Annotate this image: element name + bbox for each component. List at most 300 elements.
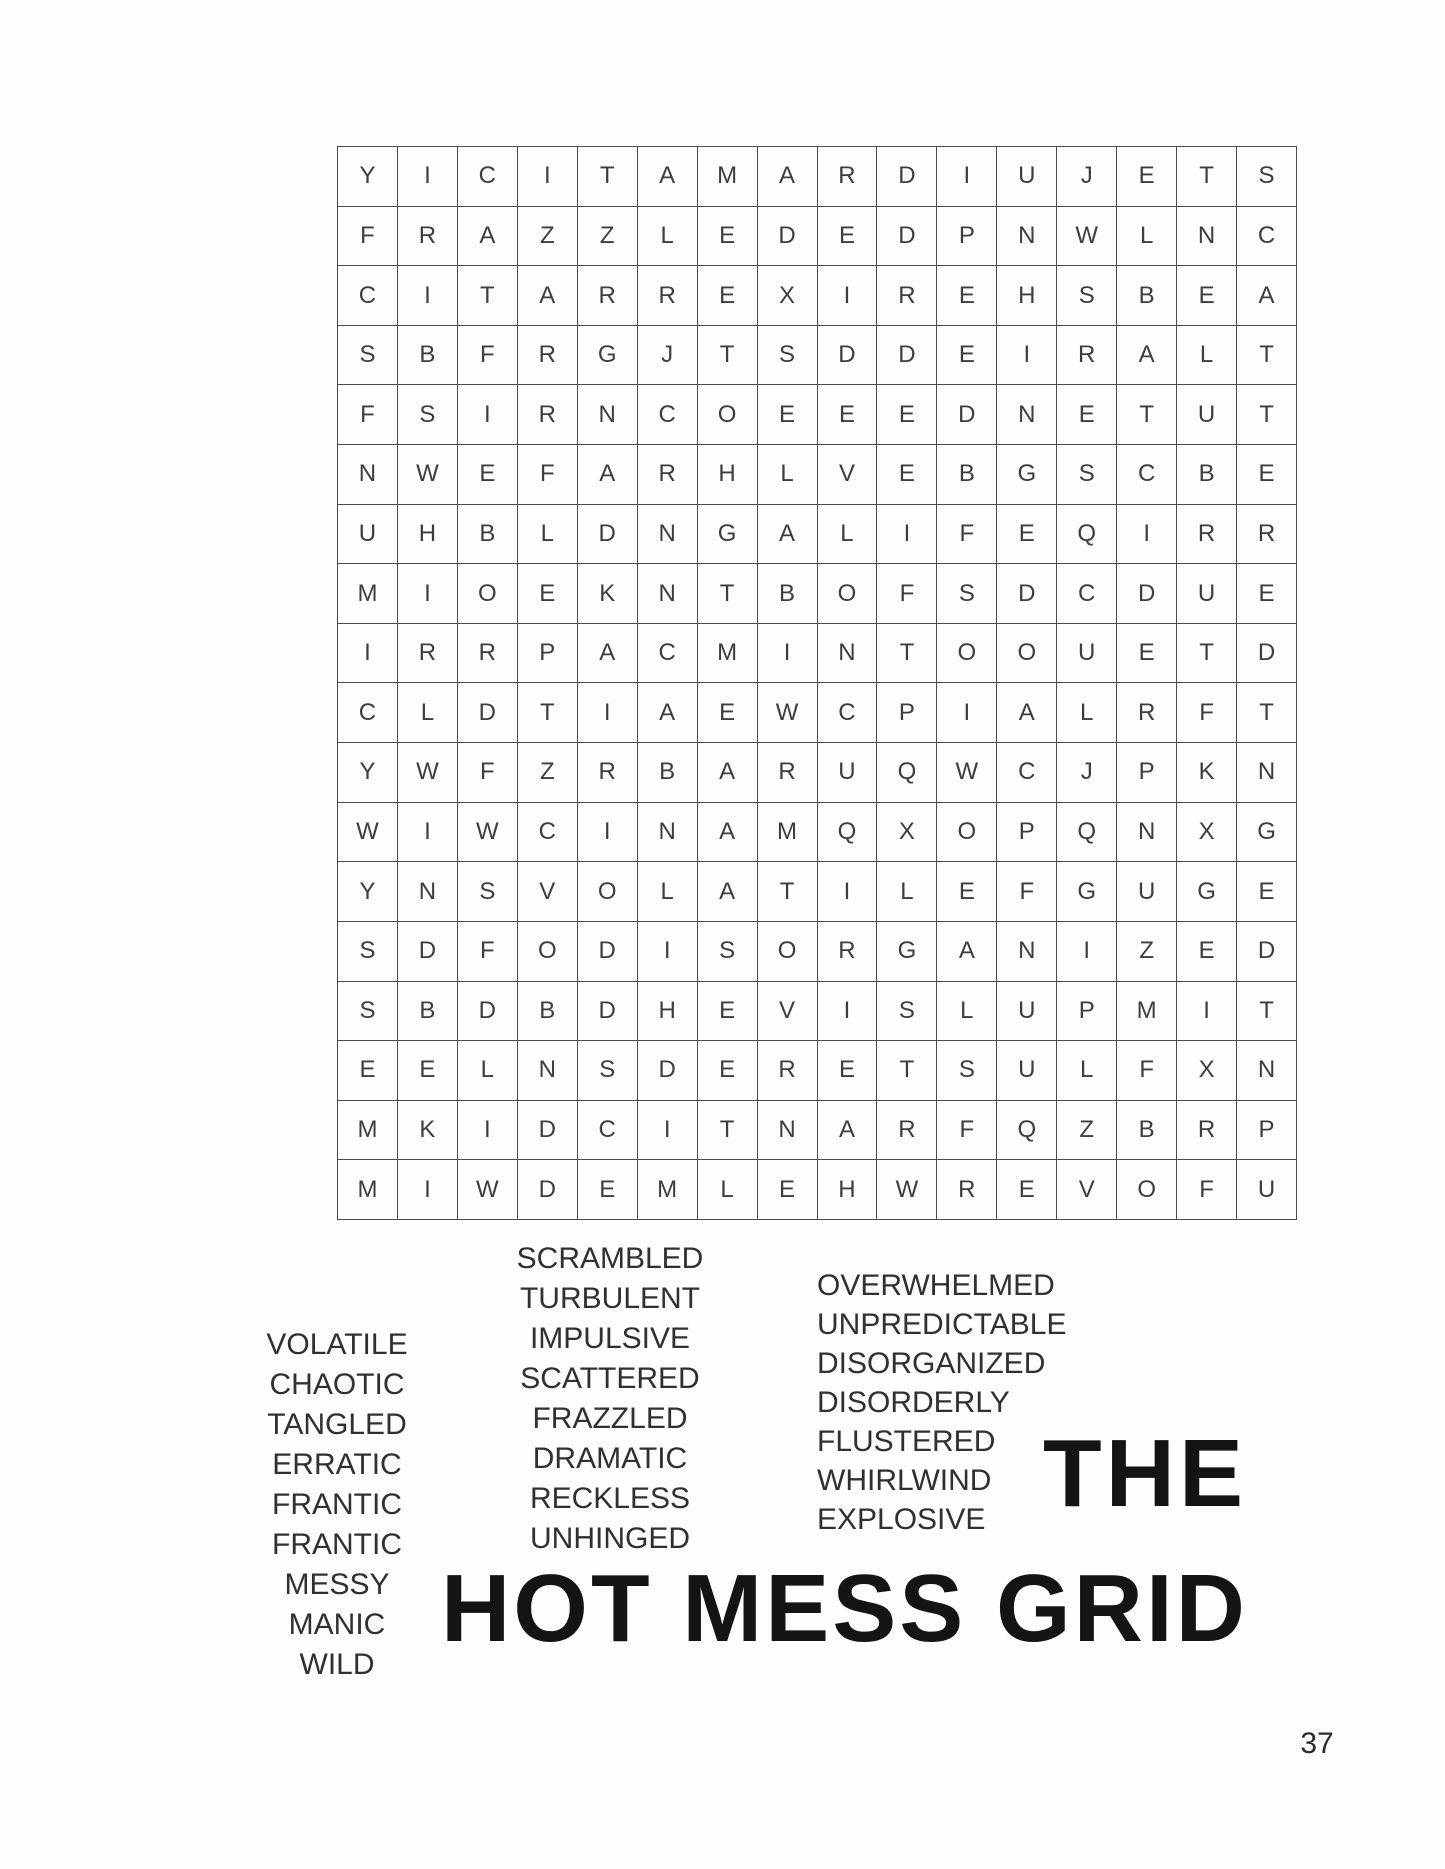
word-list-middle bbox=[460, 1239, 760, 1559]
grid-cell: Q bbox=[1057, 505, 1117, 565]
grid-cell: F bbox=[458, 743, 518, 803]
grid-cell: G bbox=[997, 445, 1057, 505]
grid-cell: O bbox=[997, 624, 1057, 684]
grid-cell: T bbox=[1237, 683, 1297, 743]
grid-cell: D bbox=[638, 1041, 698, 1101]
grid-cell: C bbox=[1057, 564, 1117, 624]
grid-cell: N bbox=[1237, 743, 1297, 803]
grid-cell: L bbox=[937, 982, 997, 1042]
grid-cell: I bbox=[398, 147, 458, 207]
grid-cell: H bbox=[698, 445, 758, 505]
grid-cell: W bbox=[338, 803, 398, 863]
grid-cell: R bbox=[877, 1101, 937, 1161]
grid-cell: S bbox=[458, 862, 518, 922]
grid-cell: V bbox=[1057, 1160, 1117, 1220]
grid-cell: E bbox=[338, 1041, 398, 1101]
grid-cell: U bbox=[1177, 564, 1237, 624]
grid-cell: T bbox=[1237, 385, 1297, 445]
grid-cell: A bbox=[638, 147, 698, 207]
grid-cell: H bbox=[638, 982, 698, 1042]
grid-cell: R bbox=[518, 326, 578, 386]
grid-cell: O bbox=[698, 385, 758, 445]
word-list-item: WILD bbox=[299, 1648, 375, 1681]
grid-cell: M bbox=[338, 1160, 398, 1220]
grid-cell: I bbox=[1057, 922, 1117, 982]
grid-cell: I bbox=[818, 982, 878, 1042]
grid-cell: V bbox=[818, 445, 878, 505]
grid-cell: W bbox=[398, 445, 458, 505]
grid-cell: R bbox=[578, 266, 638, 326]
word-list-item: DISORDERLY bbox=[817, 1386, 1010, 1419]
grid-cell: F bbox=[338, 207, 398, 267]
grid-cell: K bbox=[1177, 743, 1237, 803]
grid-cell: I bbox=[338, 624, 398, 684]
grid-cell: F bbox=[997, 862, 1057, 922]
grid-cell: L bbox=[1177, 326, 1237, 386]
grid-cell: L bbox=[1057, 683, 1117, 743]
grid-cell: D bbox=[818, 326, 878, 386]
grid-cell: B bbox=[1117, 1101, 1177, 1161]
grid-cell: Z bbox=[1117, 922, 1177, 982]
grid-cell: A bbox=[578, 445, 638, 505]
grid-cell: N bbox=[1177, 207, 1237, 267]
grid-cell: E bbox=[1177, 266, 1237, 326]
grid-cell: R bbox=[937, 1160, 997, 1220]
grid-cell: E bbox=[698, 1041, 758, 1101]
grid-cell: E bbox=[698, 266, 758, 326]
grid-cell: I bbox=[398, 266, 458, 326]
grid-cell: R bbox=[638, 266, 698, 326]
grid-cell: I bbox=[518, 147, 578, 207]
grid-cell: R bbox=[818, 922, 878, 982]
grid-cell: E bbox=[818, 1041, 878, 1101]
grid-cell: R bbox=[398, 207, 458, 267]
grid-cell: E bbox=[1177, 922, 1237, 982]
grid-cell: F bbox=[1177, 683, 1237, 743]
grid-cell: N bbox=[997, 922, 1057, 982]
grid-cell: B bbox=[758, 564, 818, 624]
grid-cell: B bbox=[458, 505, 518, 565]
grid-cell: X bbox=[1177, 1041, 1237, 1101]
grid-cell: T bbox=[698, 564, 758, 624]
grid-cell: U bbox=[1117, 862, 1177, 922]
grid-cell: R bbox=[1057, 326, 1117, 386]
grid-cell: R bbox=[1117, 683, 1177, 743]
grid-cell: T bbox=[1237, 326, 1297, 386]
grid-cell: W bbox=[458, 803, 518, 863]
grid-cell: D bbox=[877, 326, 937, 386]
grid-cell: B bbox=[1117, 266, 1177, 326]
word-list-item: UNPREDICTABLE bbox=[817, 1308, 1067, 1341]
grid-cell: E bbox=[997, 1160, 1057, 1220]
grid-cell: P bbox=[877, 683, 937, 743]
grid-cell: D bbox=[1117, 564, 1177, 624]
grid-cell: S bbox=[1237, 147, 1297, 207]
grid-cell: D bbox=[1237, 624, 1297, 684]
word-list-item: SCRAMBLED bbox=[516, 1242, 704, 1275]
grid-cell: Y bbox=[338, 743, 398, 803]
grid-cell: X bbox=[758, 266, 818, 326]
grid-cell: L bbox=[1057, 1041, 1117, 1101]
word-list-item: FRANTIC bbox=[272, 1528, 402, 1561]
grid-cell: S bbox=[698, 922, 758, 982]
grid-cell: R bbox=[518, 385, 578, 445]
grid-cell: Z bbox=[518, 207, 578, 267]
word-search-grid bbox=[337, 146, 1297, 1220]
word-list-item: WHIRLWIND bbox=[817, 1464, 992, 1497]
grid-cell: N bbox=[997, 207, 1057, 267]
grid-cell: C bbox=[818, 683, 878, 743]
grid-cell: U bbox=[338, 505, 398, 565]
grid-cell: L bbox=[458, 1041, 518, 1101]
grid-cell: W bbox=[937, 743, 997, 803]
grid-cell: E bbox=[877, 385, 937, 445]
grid-cell: Y bbox=[338, 147, 398, 207]
grid-cell: A bbox=[937, 922, 997, 982]
grid-cell: E bbox=[877, 445, 937, 505]
grid-cell: R bbox=[578, 743, 638, 803]
grid-cell: T bbox=[518, 683, 578, 743]
grid-cell: R bbox=[758, 1041, 818, 1101]
grid-cell: N bbox=[638, 505, 698, 565]
grid-cell: E bbox=[698, 683, 758, 743]
grid-cell: S bbox=[937, 564, 997, 624]
grid-cell: A bbox=[698, 743, 758, 803]
grid-cell: M bbox=[698, 624, 758, 684]
grid-cell: E bbox=[818, 207, 878, 267]
grid-cell: E bbox=[937, 862, 997, 922]
grid-cell: L bbox=[518, 505, 578, 565]
grid-cell: D bbox=[997, 564, 1057, 624]
grid-cell: I bbox=[997, 326, 1057, 386]
grid-cell: W bbox=[877, 1160, 937, 1220]
grid-cell: I bbox=[758, 624, 818, 684]
grid-cell: G bbox=[1237, 803, 1297, 863]
grid-cell: O bbox=[937, 803, 997, 863]
grid-cell: S bbox=[398, 385, 458, 445]
grid-cell: I bbox=[638, 1101, 698, 1161]
grid-cell: N bbox=[818, 624, 878, 684]
grid-cell: P bbox=[518, 624, 578, 684]
grid-cell: N bbox=[398, 862, 458, 922]
grid-cell: C bbox=[338, 683, 398, 743]
grid-cell: S bbox=[937, 1041, 997, 1101]
grid-cell: J bbox=[1057, 147, 1117, 207]
grid-cell: S bbox=[338, 326, 398, 386]
grid-cell: A bbox=[1117, 326, 1177, 386]
grid-cell: E bbox=[937, 266, 997, 326]
grid-cell: L bbox=[818, 505, 878, 565]
grid-cell: U bbox=[1057, 624, 1117, 684]
grid-cell: E bbox=[758, 1160, 818, 1220]
grid-cell: T bbox=[698, 326, 758, 386]
grid-cell: M bbox=[1117, 982, 1177, 1042]
grid-cell: D bbox=[518, 1101, 578, 1161]
grid-cell: I bbox=[1117, 505, 1177, 565]
grid-cell: B bbox=[638, 743, 698, 803]
grid-cell: P bbox=[937, 207, 997, 267]
grid-cell: V bbox=[518, 862, 578, 922]
grid-cell: Z bbox=[578, 207, 638, 267]
grid-cell: E bbox=[578, 1160, 638, 1220]
grid-cell: E bbox=[518, 564, 578, 624]
grid-cell: Q bbox=[818, 803, 878, 863]
grid-cell: O bbox=[758, 922, 818, 982]
grid-cell: F bbox=[338, 385, 398, 445]
grid-cell: A bbox=[518, 266, 578, 326]
grid-cell: W bbox=[1057, 207, 1117, 267]
grid-cell: T bbox=[1177, 147, 1237, 207]
grid-cell: E bbox=[1237, 445, 1297, 505]
grid-cell: I bbox=[877, 505, 937, 565]
grid-cell: O bbox=[937, 624, 997, 684]
grid-cell: I bbox=[578, 683, 638, 743]
word-list-item: TURBULENT bbox=[519, 1282, 700, 1315]
grid-cell: A bbox=[698, 862, 758, 922]
grid-cell: F bbox=[458, 922, 518, 982]
grid-cell: T bbox=[458, 266, 518, 326]
grid-cell: T bbox=[1117, 385, 1177, 445]
grid-cell: C bbox=[997, 743, 1057, 803]
grid-cell: W bbox=[758, 683, 818, 743]
grid-cell: V bbox=[758, 982, 818, 1042]
word-list-item: SCATTERED bbox=[520, 1362, 700, 1395]
word-list-item: UNHINGED bbox=[529, 1522, 690, 1555]
grid-cell: F bbox=[1177, 1160, 1237, 1220]
grid-cell: C bbox=[338, 266, 398, 326]
word-list-item: EXPLOSIVE bbox=[817, 1503, 986, 1536]
grid-cell: E bbox=[698, 982, 758, 1042]
grid-cell: A bbox=[997, 683, 1057, 743]
grid-cell: W bbox=[458, 1160, 518, 1220]
grid-cell: U bbox=[997, 982, 1057, 1042]
grid-cell: O bbox=[818, 564, 878, 624]
word-list-item: CHAOTIC bbox=[269, 1368, 405, 1401]
word-list-item: MESSY bbox=[284, 1568, 390, 1601]
grid-cell: A bbox=[758, 147, 818, 207]
word-list-item: VOLATILE bbox=[266, 1328, 408, 1361]
page-number: 37 bbox=[1300, 1727, 1334, 1760]
grid-cell: S bbox=[758, 326, 818, 386]
grid-cell: G bbox=[1057, 862, 1117, 922]
grid-cell: A bbox=[758, 505, 818, 565]
grid-cell: G bbox=[698, 505, 758, 565]
grid-cell: L bbox=[398, 683, 458, 743]
word-list-item: ERRATIC bbox=[272, 1448, 402, 1481]
grid-cell: D bbox=[578, 505, 638, 565]
grid-cell: T bbox=[877, 1041, 937, 1101]
grid-cell: L bbox=[877, 862, 937, 922]
grid-cell: N bbox=[638, 564, 698, 624]
grid-cell: E bbox=[1237, 862, 1297, 922]
word-list-item: FLUSTERED bbox=[817, 1425, 996, 1458]
grid-cell: D bbox=[458, 982, 518, 1042]
grid-cell: I bbox=[578, 803, 638, 863]
grid-cell: R bbox=[638, 445, 698, 505]
word-list-item: MANIC bbox=[288, 1608, 386, 1641]
grid-cell: X bbox=[1177, 803, 1237, 863]
grid-cell: T bbox=[578, 147, 638, 207]
grid-cell: D bbox=[578, 922, 638, 982]
grid-cell: B bbox=[1177, 445, 1237, 505]
grid-cell: K bbox=[398, 1101, 458, 1161]
grid-cell: F bbox=[458, 326, 518, 386]
grid-cell: U bbox=[818, 743, 878, 803]
grid-cell: D bbox=[877, 207, 937, 267]
grid-cell: G bbox=[877, 922, 937, 982]
grid-cell: C bbox=[458, 147, 518, 207]
grid-cell: A bbox=[1237, 266, 1297, 326]
grid-cell: C bbox=[1117, 445, 1177, 505]
grid-cell: D bbox=[758, 207, 818, 267]
grid-cell: U bbox=[997, 1041, 1057, 1101]
grid-cell: B bbox=[398, 982, 458, 1042]
grid-cell: D bbox=[398, 922, 458, 982]
grid-cell: Z bbox=[518, 743, 578, 803]
grid-cell: R bbox=[877, 266, 937, 326]
grid-cell: Q bbox=[1057, 803, 1117, 863]
grid-cell: D bbox=[518, 1160, 578, 1220]
grid-cell: N bbox=[997, 385, 1057, 445]
grid-cell: I bbox=[398, 803, 458, 863]
word-list-item: OVERWHELMED bbox=[817, 1269, 1055, 1302]
grid-cell: U bbox=[1177, 385, 1237, 445]
grid-cell: E bbox=[1117, 624, 1177, 684]
grid-cell: R bbox=[458, 624, 518, 684]
grid-cell: E bbox=[398, 1041, 458, 1101]
grid-cell: S bbox=[338, 922, 398, 982]
grid-cell: E bbox=[1057, 385, 1117, 445]
grid-cell: S bbox=[1057, 266, 1117, 326]
grid-cell: I bbox=[398, 564, 458, 624]
grid-cell: Q bbox=[877, 743, 937, 803]
grid-cell: A bbox=[578, 624, 638, 684]
grid-cell: M bbox=[638, 1160, 698, 1220]
grid-cell: C bbox=[638, 624, 698, 684]
grid-cell: N bbox=[1237, 1041, 1297, 1101]
grid-cell: A bbox=[458, 207, 518, 267]
grid-cell: E bbox=[1117, 147, 1177, 207]
grid-cell: M bbox=[338, 1101, 398, 1161]
grid-cell: B bbox=[398, 326, 458, 386]
grid-cell: D bbox=[1237, 922, 1297, 982]
grid-cell: J bbox=[638, 326, 698, 386]
grid-cell: E bbox=[698, 207, 758, 267]
grid-cell: I bbox=[398, 1160, 458, 1220]
grid-cell: O bbox=[458, 564, 518, 624]
grid-cell: F bbox=[518, 445, 578, 505]
grid-cell: M bbox=[338, 564, 398, 624]
grid-cell: I bbox=[1177, 982, 1237, 1042]
grid-cell: L bbox=[638, 862, 698, 922]
grid-cell: W bbox=[398, 743, 458, 803]
grid-cell: E bbox=[818, 385, 878, 445]
grid-cell: I bbox=[818, 862, 878, 922]
word-list-item: RECKLESS bbox=[529, 1482, 691, 1515]
grid-cell: T bbox=[758, 862, 818, 922]
word-list-item: TANGLED bbox=[267, 1408, 407, 1441]
page-title: HOT MESS GRID bbox=[440, 1555, 1248, 1662]
grid-cell: D bbox=[458, 683, 518, 743]
grid-cell: F bbox=[937, 1101, 997, 1161]
grid-cell: Z bbox=[1057, 1101, 1117, 1161]
grid-cell: D bbox=[937, 385, 997, 445]
grid-cell: S bbox=[877, 982, 937, 1042]
grid-cell: O bbox=[578, 862, 638, 922]
grid-cell: S bbox=[1057, 445, 1117, 505]
grid-cell: Q bbox=[997, 1101, 1057, 1161]
grid-cell: R bbox=[1237, 505, 1297, 565]
grid-cell: C bbox=[1237, 207, 1297, 267]
word-list-item: IMPULSIVE bbox=[529, 1322, 691, 1355]
grid-cell: D bbox=[877, 147, 937, 207]
grid-cell: N bbox=[758, 1101, 818, 1161]
grid-cell: L bbox=[758, 445, 818, 505]
grid-cell: P bbox=[1117, 743, 1177, 803]
grid-cell: M bbox=[758, 803, 818, 863]
grid-cell: J bbox=[1057, 743, 1117, 803]
grid-cell: N bbox=[518, 1041, 578, 1101]
word-list-item: DISORGANIZED bbox=[817, 1347, 1046, 1380]
grid-cell: E bbox=[458, 445, 518, 505]
grid-cell: R bbox=[398, 624, 458, 684]
grid-cell: G bbox=[578, 326, 638, 386]
grid-cell: C bbox=[638, 385, 698, 445]
grid-cell: X bbox=[877, 803, 937, 863]
grid-cell: T bbox=[1237, 982, 1297, 1042]
grid-cell: L bbox=[638, 207, 698, 267]
grid-cell: N bbox=[638, 803, 698, 863]
grid-cell: E bbox=[1237, 564, 1297, 624]
grid-cell: N bbox=[578, 385, 638, 445]
grid-cell: P bbox=[1237, 1101, 1297, 1161]
grid-cell: B bbox=[518, 982, 578, 1042]
grid-cell: A bbox=[698, 803, 758, 863]
grid-cell: D bbox=[578, 982, 638, 1042]
grid-cell: O bbox=[518, 922, 578, 982]
grid-cell: R bbox=[758, 743, 818, 803]
grid-cell: L bbox=[1117, 207, 1177, 267]
grid-cell: T bbox=[1177, 624, 1237, 684]
grid-cell: R bbox=[1177, 505, 1237, 565]
grid-cell: U bbox=[1237, 1160, 1297, 1220]
grid-cell: T bbox=[877, 624, 937, 684]
grid-cell: T bbox=[698, 1101, 758, 1161]
grid-cell: L bbox=[698, 1160, 758, 1220]
word-list-item: FRAZZLED bbox=[532, 1402, 688, 1435]
grid-cell: F bbox=[1117, 1041, 1177, 1101]
grid-cell: H bbox=[398, 505, 458, 565]
grid-cell: A bbox=[638, 683, 698, 743]
grid-cell: E bbox=[997, 505, 1057, 565]
grid-cell: M bbox=[698, 147, 758, 207]
grid-cell: F bbox=[937, 505, 997, 565]
grid-cell: I bbox=[818, 266, 878, 326]
grid-cell: E bbox=[937, 326, 997, 386]
grid-cell: C bbox=[578, 1101, 638, 1161]
grid-cell: S bbox=[338, 982, 398, 1042]
grid-cell: H bbox=[818, 1160, 878, 1220]
grid-cell: C bbox=[518, 803, 578, 863]
grid-cell: B bbox=[937, 445, 997, 505]
title-line-the: THE bbox=[1043, 1420, 1247, 1527]
grid-cell: P bbox=[997, 803, 1057, 863]
grid-cell: I bbox=[638, 922, 698, 982]
grid-cell: N bbox=[1117, 803, 1177, 863]
grid-cell: R bbox=[1177, 1101, 1237, 1161]
grid-cell: I bbox=[458, 1101, 518, 1161]
word-list-item: FRANTIC bbox=[272, 1488, 402, 1521]
